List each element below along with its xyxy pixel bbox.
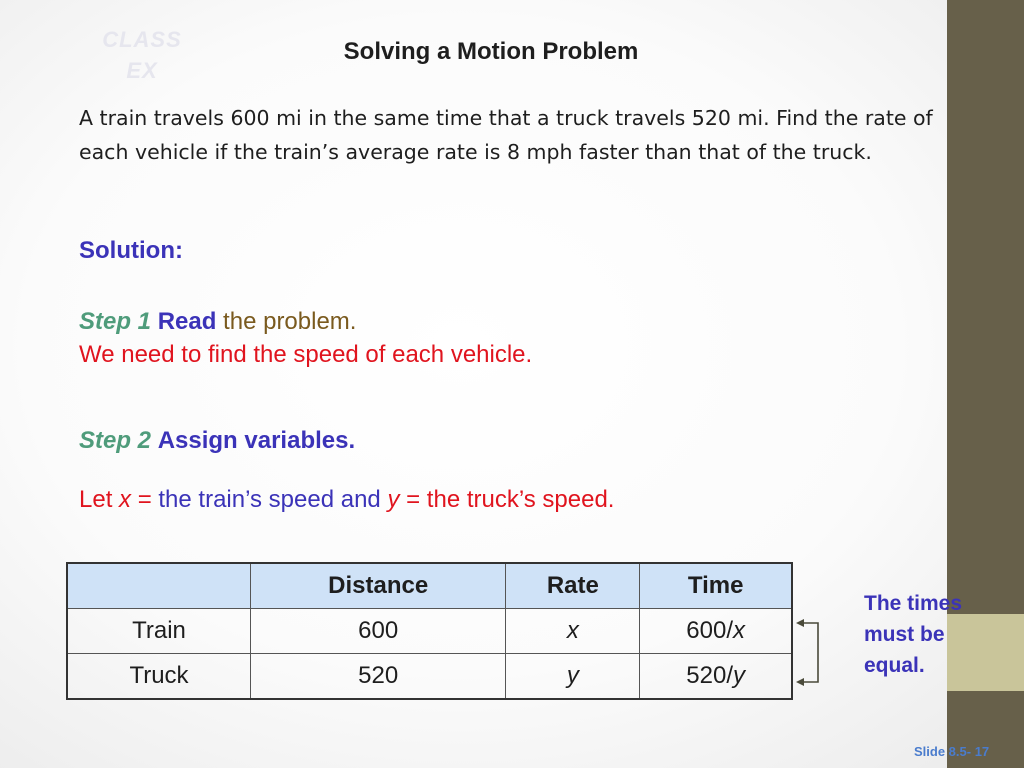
row-rate: y xyxy=(506,654,640,700)
step-2 xyxy=(79,427,355,455)
let-middle: the train’s speed and xyxy=(158,486,388,513)
time-variable: x xyxy=(733,617,746,644)
bracket-arrows-icon xyxy=(796,615,826,689)
row-rate: x xyxy=(506,609,640,654)
header-time: Time xyxy=(640,563,792,609)
step-1-number: Step 1 xyxy=(79,308,152,335)
step-1-note: We need to find the speed of each vehicle. xyxy=(79,341,533,368)
step-2-keyword: Assign variables. xyxy=(157,427,356,454)
watermark-line-1: CLASS xyxy=(102,27,182,52)
header-blank xyxy=(67,563,251,609)
variable-assignment xyxy=(79,486,614,514)
let-prefix: Let xyxy=(79,486,120,513)
problem-statement: A train travels 600 mi in the same time that a truck travels 520 mi. Find the rate of each vehicle if the train’s average rate is 8 mph faster than that of the truck. xyxy=(79,106,933,164)
header-distance: Distance xyxy=(251,563,506,609)
var-y: y xyxy=(387,486,400,513)
note-line-2: must be xyxy=(864,623,945,646)
let-rest: = the truck’s speed. xyxy=(399,486,615,513)
note-line-1: The times xyxy=(864,592,963,615)
row-distance: 520 xyxy=(251,654,506,700)
row-time xyxy=(640,609,792,654)
table-row xyxy=(67,654,792,700)
slide-title: Solving a Motion Problem xyxy=(343,38,639,65)
time-numerator: 600/ xyxy=(686,617,734,644)
let-equals: = xyxy=(131,486,159,513)
header-rate: Rate xyxy=(506,563,640,609)
row-name: Train xyxy=(67,609,251,654)
table-row xyxy=(67,609,792,654)
time-numerator: 520/ xyxy=(686,662,734,689)
motion-table xyxy=(66,562,793,700)
solution-label: Solution: xyxy=(79,237,183,264)
times-equal-note xyxy=(864,588,994,681)
var-x: x xyxy=(119,486,132,513)
step-1-keyword: Read xyxy=(157,308,217,335)
row-time xyxy=(640,654,792,700)
step-1 xyxy=(79,308,356,336)
step-2-number: Step 2 xyxy=(79,427,152,454)
watermark-line-2: EX xyxy=(126,58,158,83)
time-variable: y xyxy=(733,662,746,689)
note-line-3: equal. xyxy=(864,654,925,677)
step-1-rest: the problem. xyxy=(216,308,357,335)
row-distance: 600 xyxy=(251,609,506,654)
table-header-row xyxy=(67,563,792,609)
row-name: Truck xyxy=(67,654,251,700)
slide-number: Slide 8.5- 17 xyxy=(914,744,990,759)
